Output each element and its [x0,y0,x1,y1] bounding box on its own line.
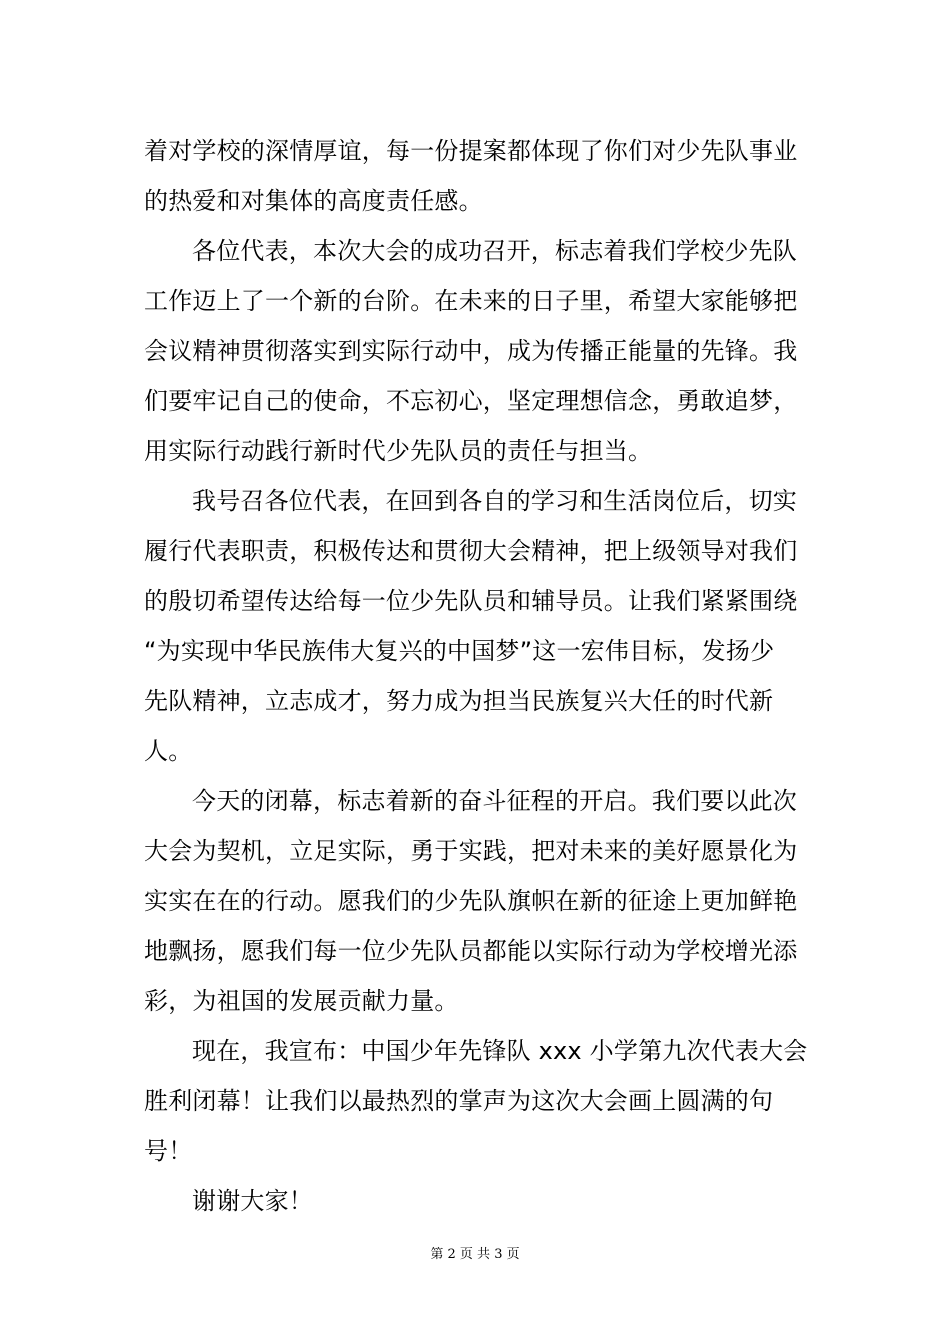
paragraph-first-line: 今天的闭幕，标志着新的奋斗征程的开启。我们要以此次 [192,787,797,815]
text-line: 工作迈上了一个新的台阶。在未来的日子里，希望大家能够把 [144,287,798,315]
text-line: 大会为契机，立足实际，勇于实践，把对未来的美好愿景化为 [144,837,798,865]
text-line: 地飘扬，愿我们每一位少先队员都能以实际行动为学校增光添 [144,937,798,965]
text-line: 会议精神贯彻落实到实际行动中，成为传播正能量的先锋。我 [144,337,798,365]
text-line: 彩，为祖国的发展贡献力量。 [144,987,459,1015]
text-line: 的殷切希望传达给每一位少先队员和辅导员。让我们紧紧围绕 [144,587,798,615]
paragraph-first-line: 现在，我宣布：中国少年先锋队 xxx 小学第九次代表大会 [192,1037,808,1065]
text-line: 着对学校的深情厚谊，每一份提案都体现了你们对少先队事业 [144,137,798,165]
text-line: 先队精神，立志成才，努力成为担当民族复兴大任的时代新 [144,687,774,715]
text-line: 人。 [144,737,193,765]
text-line: 的热爱和对集体的高度责任感。 [144,187,483,215]
text-line: 号！ [144,1137,193,1165]
text-line: 实实在在的行动。愿我们的少先队旗帜在新的征途上更加鲜艳 [144,887,798,915]
text-line: 履行代表职责，积极传达和贯彻大会精神，把上级领导对我们 [144,537,798,565]
paragraph-first-line: 我号召各位代表，在回到各自的学习和生活岗位后，切实 [192,487,797,515]
paragraph-first-line: 各位代表，本次大会的成功召开，标志着我们学校少先队 [192,237,797,265]
closing-line: 谢谢大家！ [192,1187,313,1215]
text-line: 们要牢记自己的使命，不忘初心，坚定理想信念，勇敢追梦， [144,387,798,415]
text-line: 胜利闭幕！让我们以最热烈的掌声为这次大会画上圆满的句 [144,1087,774,1115]
page-number-footer: 第 2 页 共 3 页 [430,1247,520,1262]
text-line: 用实际行动践行新时代少先队员的责任与担当。 [144,437,653,465]
text-line: “为实现中华民族伟大复兴的中国梦”这一宏伟目标，发扬少 [144,637,775,665]
